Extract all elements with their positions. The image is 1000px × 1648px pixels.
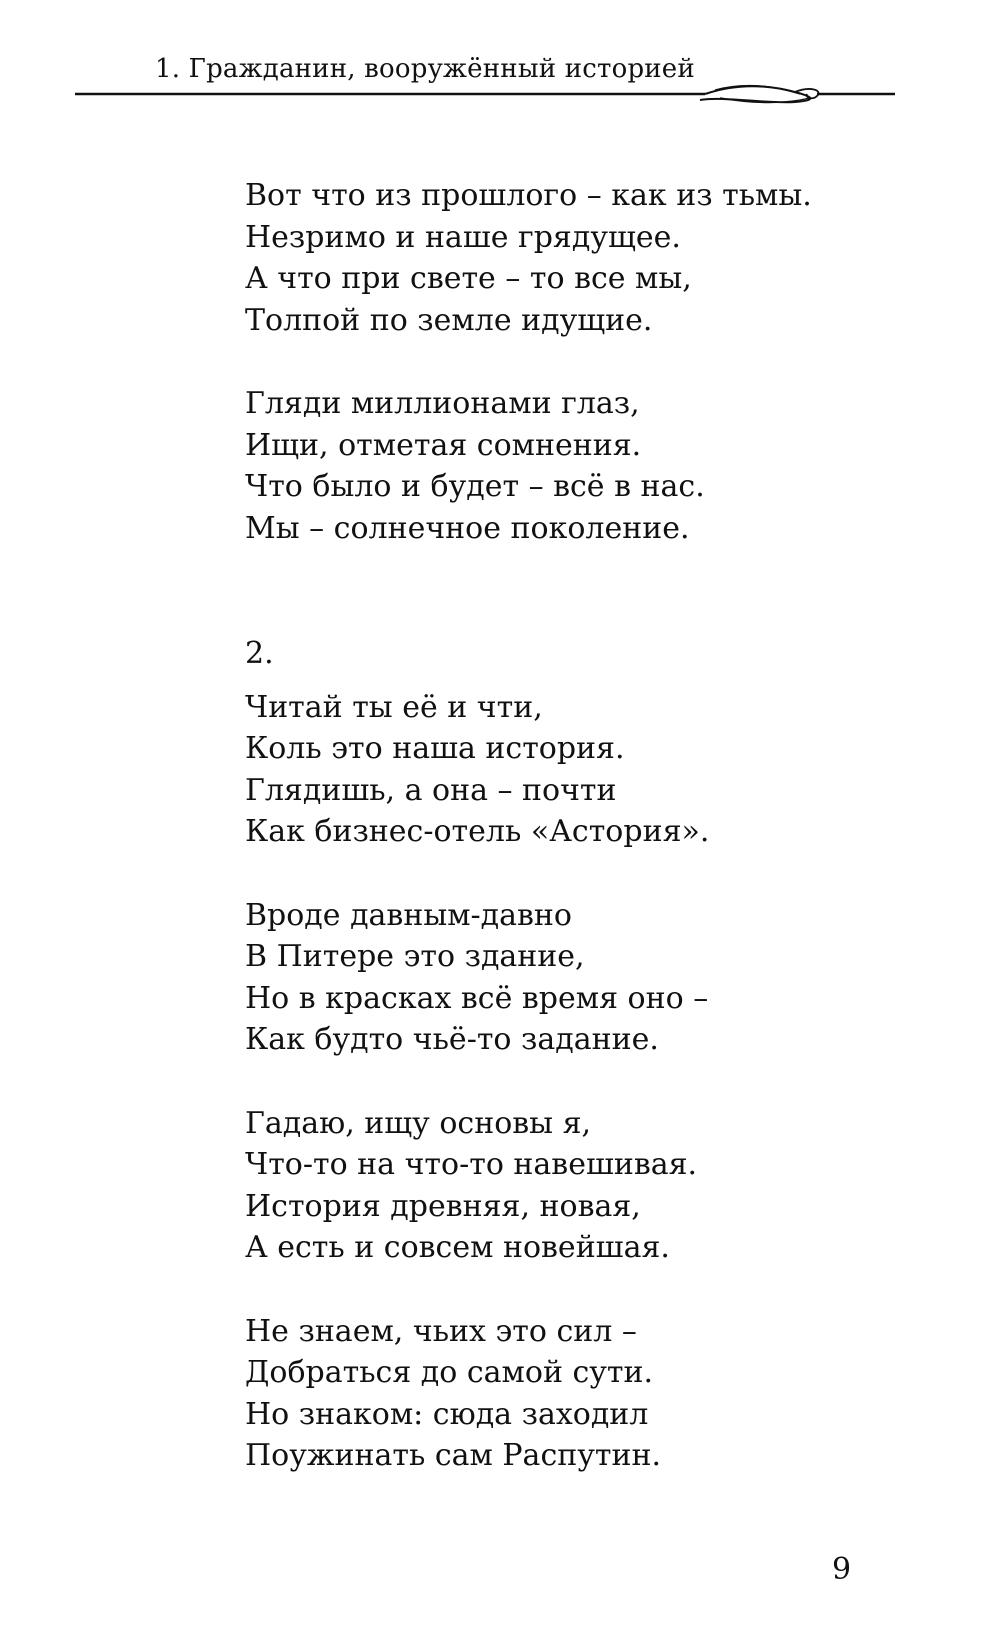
- verse-line: В Питере это здание,: [245, 939, 585, 974]
- running-head: 1. Гражданин, вооружённый историей: [155, 54, 695, 84]
- verse-line: Незримо и наше грядущее.: [245, 219, 681, 255]
- header-rule-ornament: [75, 82, 895, 112]
- verse-line: Добраться до самой сути.: [245, 1355, 654, 1390]
- verse-line: А что при свете – то все мы,: [245, 261, 692, 296]
- stanza: [245, 1311, 945, 1477]
- verse-line: Ищи, отметая сомнения.: [245, 427, 642, 463]
- stanza: [245, 383, 945, 549]
- section-number: 2.: [245, 636, 274, 671]
- verse-line: Читай ты её и чти,: [245, 689, 543, 725]
- verse-line: Коль это наша история.: [245, 731, 625, 766]
- stanza: [245, 175, 945, 341]
- verse-line: Не знаем, чьих это сил –: [245, 1313, 637, 1349]
- page-number: 9: [832, 1552, 852, 1587]
- verse-line: А есть и совсем новейшая.: [245, 1230, 670, 1265]
- stanza: [245, 895, 945, 1061]
- verse-line: Вроде давным-давно: [245, 897, 572, 933]
- verse-line: Глядишь, а она – почти: [245, 772, 617, 808]
- verse-line: Вот что из прошлого – как из тьмы.: [245, 178, 812, 213]
- verse-line: Но в красках всё время оно –: [245, 980, 709, 1016]
- verse-line: Гляди миллионами глаз,: [245, 386, 640, 421]
- verse-line: Как будто чьё-то задание.: [245, 1022, 659, 1057]
- stanza: [245, 1103, 945, 1269]
- verse-line: Толпой по земле идущие.: [245, 302, 653, 338]
- verse-line: Гадаю, ищу основы я,: [245, 1105, 592, 1141]
- verse-line: Что-то на что-то навешивая.: [245, 1147, 698, 1182]
- poem-body: [245, 175, 945, 1477]
- verse-line: Мы – солнечное поколение.: [245, 510, 690, 546]
- verse-line: Как бизнес-отель «Астория».: [245, 814, 710, 849]
- verse-line: Но знаком: сюда заходил: [245, 1396, 649, 1432]
- verse-line: Что было и будет – всё в нас.: [245, 469, 705, 504]
- verse-line: Поужинать сам Распутин.: [245, 1438, 662, 1473]
- verse-line: История древняя, новая,: [245, 1188, 641, 1224]
- stanza: [245, 687, 945, 853]
